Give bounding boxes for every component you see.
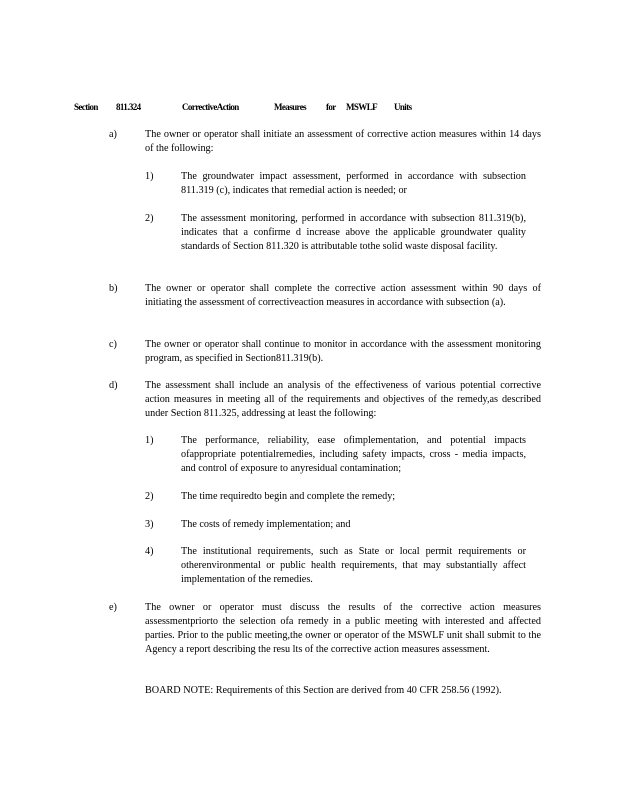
item-d2-label: 2)	[145, 491, 154, 502]
item-c-label: c)	[109, 339, 117, 350]
item-d4-text: The institutional requirements, such as State or local permit requirements or otherenvironmental or public health requirements, that may substantially affect implementation of the remedies.	[181, 546, 526, 585]
heading-section-word: Section	[74, 102, 98, 112]
item-d2-text: The time requiredto begin and complete the remedy;	[181, 491, 396, 502]
item-a2-text: The assessment monitoring, performed in accordance with subsection 811.319(b), indicates that a confirme d increase above the applicable groundwater quality standards of Section 811.320 is attributable tothe solid waste disposal facility.	[181, 213, 526, 252]
heading-title-part-4: MSWLF	[346, 102, 378, 112]
item-d-text: The assessment shall include an analysis of the effectiveness of various potential corrective action measures in meeting all of the requirements and objectives of the remedy,as described under Section 811.325, addressing at least the following:	[145, 380, 541, 419]
board-note: BOARD NOTE: Requirements of this Section are derived from 40 CFR 258.56 (1992).	[145, 685, 502, 696]
heading-title-part-1: CorrectiveAction	[182, 102, 239, 112]
item-d1-text: The performance, reliability, ease ofimplementation, and potential impacts ofappropriate potentialremedies, including safety impacts, cross - media impacts, and control of exposure to anyresidual contamination;	[181, 435, 526, 474]
item-b-label: b)	[109, 283, 118, 294]
item-d-label: d)	[109, 380, 118, 391]
item-d1-label: 1)	[145, 435, 154, 446]
item-b-text: The owner or operator shall complete the corrective action assessment within 90 days of initiating the assessment of correctiveaction measures in accordance with subsection (a).	[145, 283, 541, 308]
item-d3-label: 3)	[145, 519, 154, 530]
heading-title-part-5: Units	[394, 102, 412, 112]
item-a-label: a)	[109, 129, 117, 140]
item-e-text: The owner or operator must discuss the results of the corrective action measures assessmentpriorto the selection ofa remedy in a public meeting with interested and affected parties. Prior to the public meeting,the owner or operator of the MSWLF unit shall submit to the Agency a report describing the resu lts of the corrective action measures assessment.	[145, 602, 541, 655]
heading-title-part-2: Measures	[274, 102, 307, 112]
item-a-text: The owner or operator shall initiate an assessment of corrective action measures within 14 days of the following:	[145, 129, 541, 154]
heading-section-number: 811.324	[116, 102, 141, 112]
item-c-text: The owner or operator shall continue to monitor in accordance with the assessment monitoring program, as specified in Section811.319(b).	[145, 339, 541, 364]
item-e-label: e)	[109, 602, 117, 613]
item-a1-text: The groundwater impact assessment, performed in accordance with subsection 811.319 (c), indicates that remedial action is needed; or	[181, 171, 526, 196]
item-a2-label: 2)	[145, 213, 154, 224]
item-d4-label: 4)	[145, 546, 154, 557]
item-d3-text: The costs of remedy implementation; and	[181, 519, 351, 530]
heading-title-part-3: for	[326, 102, 336, 112]
item-a1-label: 1)	[145, 171, 154, 182]
